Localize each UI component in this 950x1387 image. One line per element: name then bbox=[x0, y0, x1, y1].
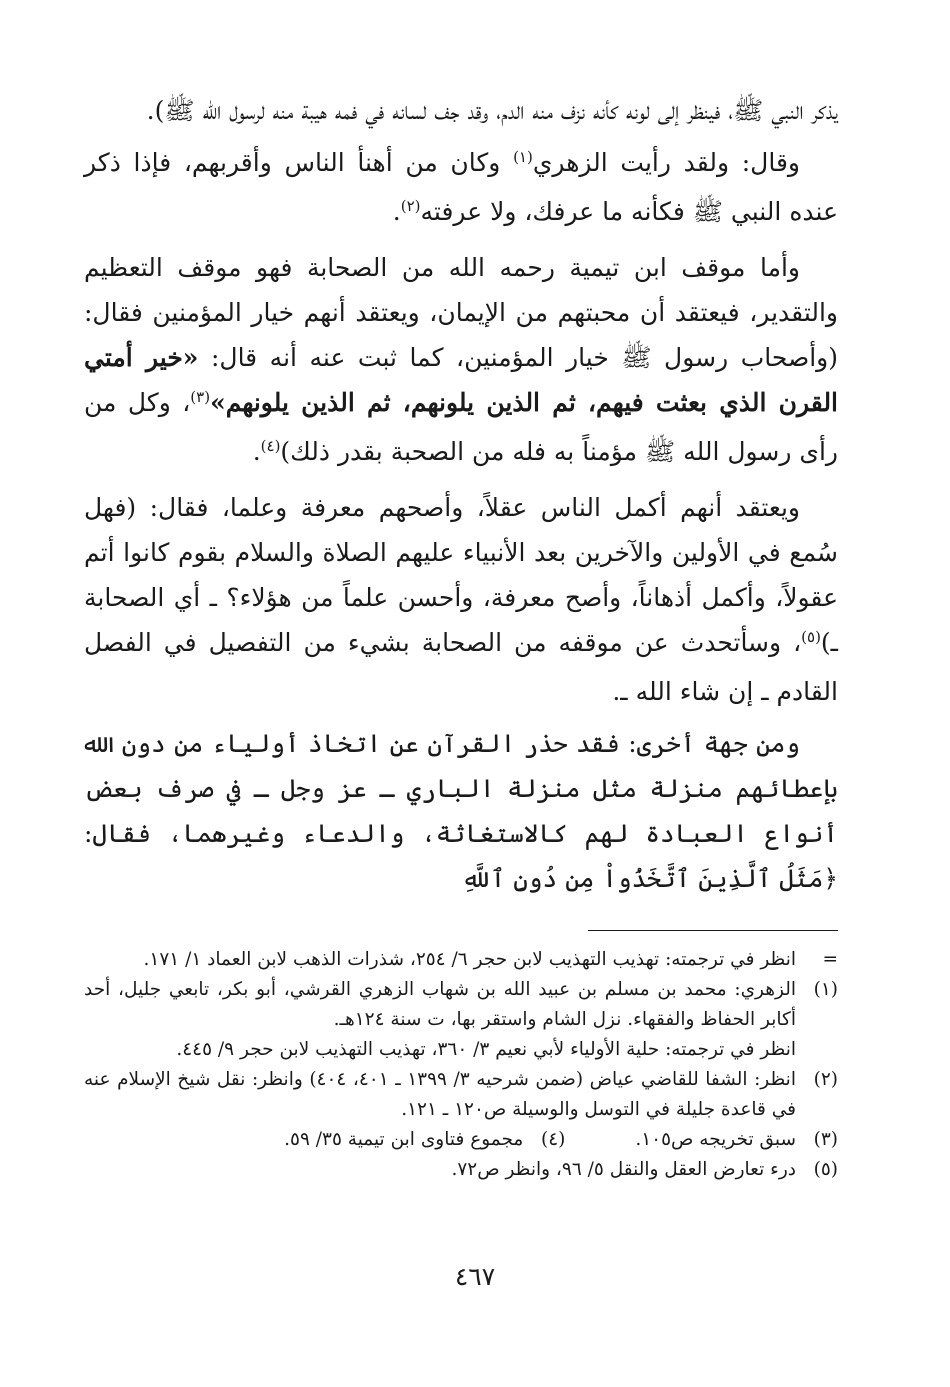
paragraph-5 bbox=[84, 721, 838, 901]
footnote-text: درء تعارض العقل والنقل ٥/ ٩٦، وانظر ص٧٢. bbox=[451, 1159, 796, 1180]
footnote-reference: (٣) bbox=[190, 388, 211, 406]
paragraph-4 bbox=[84, 485, 838, 714]
paragraph-1 bbox=[84, 88, 838, 133]
text-segment: وكان من أهنأ الناس وأقربهم، فإذا ذكر عنده النبي ﷺ فكأنه ما عرفك، ولا عرفته bbox=[84, 148, 838, 226]
footnote-marker: (٤) bbox=[540, 1129, 566, 1150]
footnote-2 bbox=[84, 1065, 838, 1125]
footnote-marker: (٣) bbox=[813, 1129, 838, 1150]
footnote-marker: (٥) bbox=[813, 1159, 838, 1180]
footnote-1 bbox=[84, 975, 838, 1065]
footnote-separator bbox=[588, 930, 838, 931]
footnote-1-line-1: الزهري: محمد بن مسلم بن عبيد الله بن شهاب الزهري القرشي، أبو بكر، تابعي جليل، أحد أكابر الحفاظ والفقهاء. نزل الشام واستقر بها، ت سنة ١٢٤هـ. bbox=[84, 979, 796, 1030]
paragraph-3 bbox=[84, 245, 838, 478]
text-segment: يذكر النبي ﷺ، فينظر إلى لونه كأنه نزف منه الدم، وقد جف لسانه في فمه هيبة منه لرسول الله ﷺ). bbox=[146, 96, 838, 125]
footnote-marker: = bbox=[822, 949, 838, 970]
footnote-3 bbox=[635, 1125, 838, 1155]
footnotes-section bbox=[84, 930, 838, 1185]
paragraph-2 bbox=[84, 140, 838, 238]
text-segment: . bbox=[392, 197, 401, 226]
footnote-reference: (٢) bbox=[400, 197, 421, 215]
text-segment: وقال: ولقد رأيت الزهري bbox=[532, 148, 800, 177]
footnote-reference: (٥) bbox=[801, 628, 821, 646]
footnote-text bbox=[84, 975, 796, 1065]
footnote-continuation bbox=[84, 945, 838, 975]
footnote-4 bbox=[284, 1125, 565, 1155]
text-segment: ويعتقد أنهم أكمل الناس عقلاً، وأصحهم معرفة وعلما، فقال: (فهل سُمع في الأولين والآخرين بعد الأنبياء عليهم الصلاة والسلام بقوم كانوا أتم عقولاً، وأكمل أذهاناً، وأصح معرفة، وأحسن علماً من هؤلاء؟ ـ أي الصحابة ـ) bbox=[84, 493, 838, 657]
page-number: ٤٦٧ bbox=[454, 1262, 496, 1291]
footnote-marker: (١) bbox=[813, 979, 838, 1000]
footnote-row-3-4 bbox=[84, 1125, 838, 1155]
hadith-quote: «خير أمتي القرن الذي بعثت فيهم، ثم الذين يلونهم، ثم الذين يلونهم» bbox=[84, 343, 839, 417]
footnote-reference: (٤) bbox=[260, 437, 281, 455]
footnote-text: مجموع فتاوى ابن تيمية ٣٥/ ٥٩. bbox=[284, 1129, 524, 1150]
footnote-text: انظر: الشفا للقاضي عياض (ضمن شرحيه ٣/ ١٣٩٩ ـ ٤٠١، ٤٠٤) وانظر: نقل شيخ الإسلام عنه في قاعدة جليلة في التوسل والوسيلة ص١٢٠ ـ ١٢١. bbox=[84, 1069, 796, 1120]
text-segment: وأما موقف ابن تيمية رحمه الله من الصحابة فهو موقف التعظيم والتقدير، فيعتقد أن محبتهم من الإيمان، ويعتقد أنهم خيار المؤمنين فقال: (وأصحاب رسول ﷺ خيار المؤمنين، كما ثبت عنه أنه قال: bbox=[84, 253, 838, 372]
footnote-text: انظر في ترجمته: تهذيب التهذيب لابن حجر ٦/ ٢٥٤، شذرات الذهب لابن العماد ١/ ١٧١. bbox=[143, 949, 796, 970]
footnote-text: سبق تخريجه ص١٠٥. bbox=[635, 1129, 796, 1150]
text-segment: ، وسأتحدث عن موقفه من الصحابة بشيء من التفصيل في الفصل القادم ـ إن شاء الله ـ. bbox=[84, 628, 838, 706]
main-text bbox=[84, 88, 838, 901]
text-segment: ، وكل من رأى رسول الله ﷺ مؤمناً به فله من الصحبة بقدر ذلك) bbox=[84, 388, 838, 466]
text-segment: . bbox=[252, 437, 261, 466]
footnote-5 bbox=[84, 1155, 838, 1185]
footnote-marker: (٢) bbox=[813, 1069, 838, 1090]
text-segment: ومن جهة أخرى: فقد حذر القرآن عن اتخاذ أولياء من دون الله بإعطائهم منزلة مثل منزلة الباري ـ عز وجل ـ في صرف بعض أنواع العبادة لهم كالاستغاثة، والدعاء وغيرهما، فقال: ﴿مَثَلُ ٱلَّذِينَ ٱتَّخَذُواْ مِن دُونِ ٱللَّهِ bbox=[84, 729, 838, 893]
footnote-1-line-2: انظر في ترجمته: حلية الأولياء لأبي نعيم ٣/ ٣٦٠، تهذيب التهذيب لابن حجر ٩/ ٤٤٥. bbox=[176, 1039, 796, 1060]
footnote-reference: (١) bbox=[513, 148, 533, 166]
